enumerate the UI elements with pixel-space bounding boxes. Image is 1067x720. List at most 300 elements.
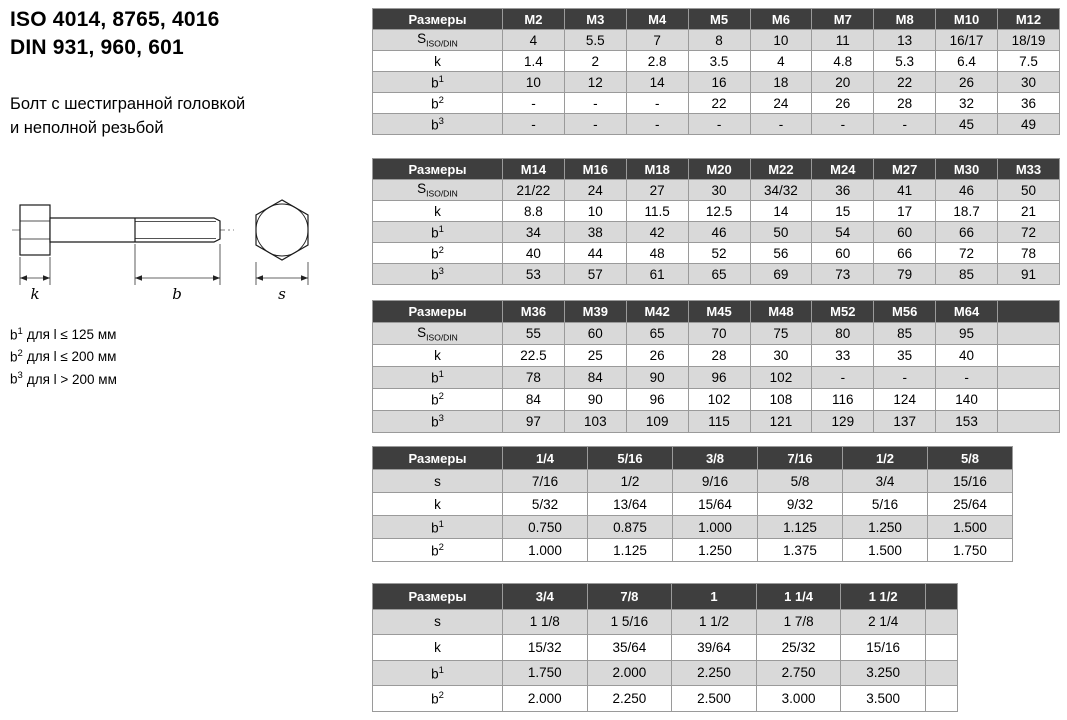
- value-cell: -: [812, 367, 874, 389]
- row-label: $b^1$: [373, 222, 503, 243]
- value-cell: 10: [564, 201, 626, 222]
- value-cell: 56: [750, 243, 812, 264]
- value-cell: 10: [750, 30, 812, 51]
- size-header: M64: [936, 301, 998, 323]
- size-header: M33: [998, 159, 1060, 180]
- value-cell: 72: [998, 222, 1060, 243]
- table-row: [373, 389, 1060, 411]
- value-cell: 10: [503, 72, 565, 93]
- value-cell: 102: [750, 367, 812, 389]
- description-line-2: и неполной резьбой: [10, 118, 164, 137]
- value-cell: 18/19: [998, 30, 1060, 51]
- value-cell: 4.8: [812, 51, 874, 72]
- table-row: [373, 114, 1060, 135]
- row-label: $b^1$: [373, 72, 503, 93]
- value-cell: 96: [626, 389, 688, 411]
- table-header-row: [373, 159, 1060, 180]
- value-cell: 1.000: [673, 516, 758, 539]
- size-header: 1/2: [843, 447, 928, 470]
- value-cell: 66: [874, 243, 936, 264]
- value-cell: 65: [626, 323, 688, 345]
- value-cell: 38: [564, 222, 626, 243]
- footnote-sup: 1: [17, 325, 23, 337]
- value-cell: 9/16: [673, 470, 758, 493]
- size-header: M52: [812, 301, 874, 323]
- standards-title: [10, 6, 368, 63]
- row-label: $S_{ISO/DIN}$: [373, 323, 503, 345]
- row-label: $b^1$: [373, 660, 503, 686]
- row-label: $b^2$: [373, 686, 503, 712]
- value-cell: 11.5: [626, 201, 688, 222]
- value-cell: 70: [688, 323, 750, 345]
- value-cell: 30: [688, 180, 750, 201]
- iso-standards-line: ISO 4014, 8765, 4016: [10, 8, 220, 31]
- dim-label-b: b: [172, 284, 182, 303]
- value-cell: -: [564, 114, 626, 135]
- bolt-technical-drawing: [10, 185, 340, 307]
- size-header-empty: [926, 584, 958, 610]
- table-row: [373, 686, 958, 712]
- table-row: [373, 201, 1060, 222]
- size-header: M48: [750, 301, 812, 323]
- value-cell: 36: [812, 180, 874, 201]
- value-cell: 25: [564, 345, 626, 367]
- row-label: $S_{ISO/DIN}$: [373, 30, 503, 51]
- value-cell: 28: [874, 93, 936, 114]
- value-cell: 15: [812, 201, 874, 222]
- bolt-drawing-container: [10, 185, 368, 312]
- value-cell: 1 7/8: [756, 609, 841, 635]
- table-metric-m2-m12: [372, 8, 1062, 135]
- value-cell: 30: [750, 345, 812, 367]
- value-cell-empty: [998, 345, 1060, 367]
- size-header: M22: [750, 159, 812, 180]
- table-row: [373, 470, 1013, 493]
- value-cell: 2.750: [756, 660, 841, 686]
- product-description: [10, 93, 368, 141]
- size-header: M18: [626, 159, 688, 180]
- value-cell: 14: [626, 72, 688, 93]
- value-cell: -: [503, 93, 565, 114]
- hexagon-outline: [256, 200, 308, 260]
- value-cell: -: [688, 114, 750, 135]
- value-cell: 2.000: [587, 660, 672, 686]
- row-label: s: [373, 470, 503, 493]
- value-cell: 8: [688, 30, 750, 51]
- value-cell: 11: [812, 30, 874, 51]
- value-cell: 18: [750, 72, 812, 93]
- hex-end-view: [256, 200, 308, 260]
- size-header: 7/8: [587, 584, 672, 610]
- header-label-sizes: Размеры: [373, 9, 503, 30]
- size-header: M14: [503, 159, 565, 180]
- value-cell: 97: [503, 411, 565, 433]
- size-header: 1/4: [503, 447, 588, 470]
- value-cell-empty: [998, 367, 1060, 389]
- value-cell: 5.5: [564, 30, 626, 51]
- table-row: [373, 264, 1060, 285]
- value-cell: 85: [874, 323, 936, 345]
- value-cell: -: [626, 114, 688, 135]
- value-cell: 39/64: [672, 635, 757, 661]
- row-label: $b^2$: [373, 243, 503, 264]
- row-label: k: [373, 493, 503, 516]
- value-cell: 42: [626, 222, 688, 243]
- value-cell: 30: [998, 72, 1060, 93]
- dimension-table-metric-m14-m33: [372, 158, 1060, 285]
- value-cell: 96: [688, 367, 750, 389]
- size-header: M6: [750, 9, 812, 30]
- size-header: M56: [874, 301, 936, 323]
- footnote-text: для l ≤ 125 мм: [26, 327, 117, 343]
- value-cell: 26: [812, 93, 874, 114]
- value-cell: 25/32: [756, 635, 841, 661]
- value-cell: 1.250: [673, 539, 758, 562]
- value-cell: 90: [564, 389, 626, 411]
- value-cell: 55: [503, 323, 565, 345]
- value-cell-empty: [926, 686, 958, 712]
- value-cell: 2.000: [503, 686, 588, 712]
- size-header: M39: [564, 301, 626, 323]
- value-cell: 44: [564, 243, 626, 264]
- table-row: [373, 539, 1013, 562]
- value-cell: 102: [688, 389, 750, 411]
- size-header: M4: [626, 9, 688, 30]
- value-cell: 1/2: [588, 470, 673, 493]
- row-label: $b^3$: [373, 114, 503, 135]
- value-cell: 28: [688, 345, 750, 367]
- value-cell: 84: [503, 389, 565, 411]
- value-cell: 34/32: [750, 180, 812, 201]
- value-cell: 80: [812, 323, 874, 345]
- bolt-head-side: [20, 205, 50, 255]
- value-cell: 24: [564, 180, 626, 201]
- row-label: k: [373, 345, 503, 367]
- value-cell: 3.500: [841, 686, 926, 712]
- value-cell: 1.375: [758, 539, 843, 562]
- row-label: s: [373, 609, 503, 635]
- value-cell: 108: [750, 389, 812, 411]
- value-cell: -: [812, 114, 874, 135]
- value-cell: 84: [564, 367, 626, 389]
- value-cell: 45: [936, 114, 998, 135]
- table-header-row: [373, 447, 1013, 470]
- value-cell: 33: [812, 345, 874, 367]
- value-cell: -: [503, 114, 565, 135]
- value-cell: 129: [812, 411, 874, 433]
- footnotes: [10, 324, 368, 391]
- value-cell: 1.750: [503, 660, 588, 686]
- row-label: $b^2$: [373, 539, 503, 562]
- header-label-sizes: Размеры: [373, 584, 503, 610]
- size-header: M36: [503, 301, 565, 323]
- value-cell: 7: [626, 30, 688, 51]
- size-header: 1 1/4: [756, 584, 841, 610]
- value-cell: 0.875: [588, 516, 673, 539]
- row-label: k: [373, 51, 503, 72]
- size-header: M7: [812, 9, 874, 30]
- table-metric-m36-m64: [372, 300, 1062, 433]
- size-header: M42: [626, 301, 688, 323]
- value-cell: 18.7: [936, 201, 998, 222]
- value-cell: 137: [874, 411, 936, 433]
- row-label: $S_{ISO/DIN}$: [373, 180, 503, 201]
- value-cell: 50: [998, 180, 1060, 201]
- value-cell: 1.125: [588, 539, 673, 562]
- value-cell: 5/8: [758, 470, 843, 493]
- value-cell: 65: [688, 264, 750, 285]
- value-cell-empty: [998, 323, 1060, 345]
- value-cell: -: [936, 367, 998, 389]
- size-header: M10: [936, 9, 998, 30]
- table-row: [373, 323, 1060, 345]
- value-cell: 61: [626, 264, 688, 285]
- footnote-text: для l > 200 мм: [26, 371, 117, 387]
- value-cell: 1 1/2: [672, 609, 757, 635]
- value-cell: 2.250: [587, 686, 672, 712]
- value-cell: 36: [998, 93, 1060, 114]
- value-cell: 60: [874, 222, 936, 243]
- value-cell: 0.750: [503, 516, 588, 539]
- value-cell: 14: [750, 201, 812, 222]
- value-cell: 60: [564, 323, 626, 345]
- size-header: M27: [874, 159, 936, 180]
- table-metric-m14-m33: [372, 158, 1062, 285]
- header-label-sizes: Размеры: [373, 159, 503, 180]
- dimension-table-metric-m36-m64: [372, 300, 1060, 433]
- value-cell: 16/17: [936, 30, 998, 51]
- size-header: 5/8: [928, 447, 1013, 470]
- table-row: [373, 411, 1060, 433]
- value-cell: -: [874, 114, 936, 135]
- table-row: [373, 51, 1060, 72]
- value-cell: 54: [812, 222, 874, 243]
- dimension-table-imperial-1-4-to-5-8: [372, 446, 1013, 562]
- value-cell: 25/64: [928, 493, 1013, 516]
- table-row: [373, 609, 958, 635]
- table-row: [373, 516, 1013, 539]
- table-header-row: [373, 9, 1060, 30]
- value-cell: 103: [564, 411, 626, 433]
- value-cell: 35: [874, 345, 936, 367]
- dimension-table-metric-m2-m12: [372, 8, 1060, 135]
- table-row: [373, 30, 1060, 51]
- value-cell: -: [874, 367, 936, 389]
- row-label: k: [373, 635, 503, 661]
- value-cell: 1.500: [843, 539, 928, 562]
- info-panel: [10, 6, 368, 391]
- size-header: M20: [688, 159, 750, 180]
- size-header: M24: [812, 159, 874, 180]
- size-header: 3/8: [673, 447, 758, 470]
- bolt-side-view: [20, 205, 220, 255]
- footnote-sup: 2: [17, 347, 23, 359]
- value-cell: 2: [564, 51, 626, 72]
- header-label-sizes: Размеры: [373, 447, 503, 470]
- value-cell: 40: [503, 243, 565, 264]
- table-row: [373, 345, 1060, 367]
- value-cell: 17: [874, 201, 936, 222]
- value-cell: 40: [936, 345, 998, 367]
- value-cell: 15/16: [928, 470, 1013, 493]
- value-cell: 15/64: [673, 493, 758, 516]
- value-cell: 75: [750, 323, 812, 345]
- value-cell: 1.500: [928, 516, 1013, 539]
- size-header: M2: [503, 9, 565, 30]
- value-cell: 15/32: [503, 635, 588, 661]
- value-cell: 140: [936, 389, 998, 411]
- value-cell: 3.000: [756, 686, 841, 712]
- value-cell: 24: [750, 93, 812, 114]
- footnote-symbol: b: [10, 349, 18, 365]
- value-cell: 46: [688, 222, 750, 243]
- value-cell: 2.500: [672, 686, 757, 712]
- value-cell: 1.125: [758, 516, 843, 539]
- value-cell: 8.8: [503, 201, 565, 222]
- value-cell: 12: [564, 72, 626, 93]
- size-header: M8: [874, 9, 936, 30]
- value-cell-empty: [926, 609, 958, 635]
- value-cell: 69: [750, 264, 812, 285]
- value-cell: 53: [503, 264, 565, 285]
- value-cell: 57: [564, 264, 626, 285]
- size-header: M16: [564, 159, 626, 180]
- size-header: M30: [936, 159, 998, 180]
- value-cell: 7.5: [998, 51, 1060, 72]
- footnote-b3: [10, 368, 368, 390]
- value-cell: 5/32: [503, 493, 588, 516]
- table-imperial-large: [372, 583, 1062, 712]
- value-cell: 72: [936, 243, 998, 264]
- value-cell: 49: [998, 114, 1060, 135]
- value-cell: 7/16: [503, 470, 588, 493]
- value-cell: 12.5: [688, 201, 750, 222]
- value-cell: 5.3: [874, 51, 936, 72]
- size-header: M5: [688, 9, 750, 30]
- row-label: k: [373, 201, 503, 222]
- size-header: M45: [688, 301, 750, 323]
- footnote-b1: [10, 324, 368, 346]
- value-cell: 22.5: [503, 345, 565, 367]
- value-cell: -: [626, 93, 688, 114]
- header-label-sizes: Размеры: [373, 301, 503, 323]
- value-cell: 60: [812, 243, 874, 264]
- value-cell: 4: [503, 30, 565, 51]
- footnote-symbol: b: [10, 327, 18, 343]
- value-cell: 13: [874, 30, 936, 51]
- value-cell: 3.250: [841, 660, 926, 686]
- row-label: $b^2$: [373, 389, 503, 411]
- value-cell: 46: [936, 180, 998, 201]
- dim-label-k: k: [30, 284, 40, 303]
- row-label: $b^2$: [373, 93, 503, 114]
- table-row: [373, 222, 1060, 243]
- value-cell: 15/16: [841, 635, 926, 661]
- footnote-b2: [10, 346, 368, 368]
- value-cell: 9/32: [758, 493, 843, 516]
- table-header-row: [373, 301, 1060, 323]
- description-line-1: Болт с шестигранной головкой: [10, 94, 246, 113]
- value-cell: 13/64: [588, 493, 673, 516]
- value-cell: 4: [750, 51, 812, 72]
- value-cell-empty: [926, 660, 958, 686]
- din-standards-line: DIN 931, 960, 601: [10, 36, 184, 60]
- value-cell: 66: [936, 222, 998, 243]
- value-cell: -: [564, 93, 626, 114]
- value-cell: 115: [688, 411, 750, 433]
- table-row: [373, 243, 1060, 264]
- value-cell: 27: [626, 180, 688, 201]
- value-cell: 121: [750, 411, 812, 433]
- table-row: [373, 367, 1060, 389]
- value-cell: 79: [874, 264, 936, 285]
- table-row: [373, 660, 958, 686]
- row-label: $b^1$: [373, 516, 503, 539]
- value-cell: 5/16: [843, 493, 928, 516]
- size-header: 3/4: [503, 584, 588, 610]
- table-row: [373, 493, 1013, 516]
- footnote-symbol: b: [10, 371, 18, 387]
- dim-label-s: s: [278, 284, 286, 303]
- value-cell: 22: [688, 93, 750, 114]
- row-label: $b^3$: [373, 264, 503, 285]
- size-header: 7/16: [758, 447, 843, 470]
- value-cell: 1.750: [928, 539, 1013, 562]
- value-cell: 48: [626, 243, 688, 264]
- table-row: [373, 93, 1060, 114]
- value-cell: 21: [998, 201, 1060, 222]
- value-cell: 95: [936, 323, 998, 345]
- footnote-text: для l ≤ 200 мм: [26, 349, 117, 365]
- table-imperial-small: [372, 446, 1062, 562]
- value-cell: 34: [503, 222, 565, 243]
- value-cell: 78: [503, 367, 565, 389]
- dimension-table-imperial-3-4-to-1-1-2: [372, 583, 958, 712]
- value-cell: 78: [998, 243, 1060, 264]
- value-cell: 50: [750, 222, 812, 243]
- value-cell: 73: [812, 264, 874, 285]
- size-header: 1: [672, 584, 757, 610]
- value-cell: 91: [998, 264, 1060, 285]
- value-cell: 26: [936, 72, 998, 93]
- value-cell: 21/22: [503, 180, 565, 201]
- size-header: M12: [998, 9, 1060, 30]
- size-header: 1 1/2: [841, 584, 926, 610]
- value-cell: 52: [688, 243, 750, 264]
- value-cell: 90: [626, 367, 688, 389]
- value-cell: 35/64: [587, 635, 672, 661]
- value-cell-empty: [926, 635, 958, 661]
- value-cell: 16: [688, 72, 750, 93]
- table-row: [373, 180, 1060, 201]
- tables-panel: [372, 8, 1062, 712]
- value-cell: 20: [812, 72, 874, 93]
- table-row: [373, 635, 958, 661]
- row-label: $b^1$: [373, 367, 503, 389]
- size-header: 5/16: [588, 447, 673, 470]
- value-cell: 32: [936, 93, 998, 114]
- value-cell: 153: [936, 411, 998, 433]
- value-cell: 1 1/8: [503, 609, 588, 635]
- value-cell: 22: [874, 72, 936, 93]
- value-cell: 6.4: [936, 51, 998, 72]
- value-cell: 1.250: [843, 516, 928, 539]
- size-header: M3: [564, 9, 626, 30]
- value-cell-empty: [998, 411, 1060, 433]
- value-cell: 1.4: [503, 51, 565, 72]
- footnote-sup: 3: [17, 370, 23, 382]
- value-cell: -: [750, 114, 812, 135]
